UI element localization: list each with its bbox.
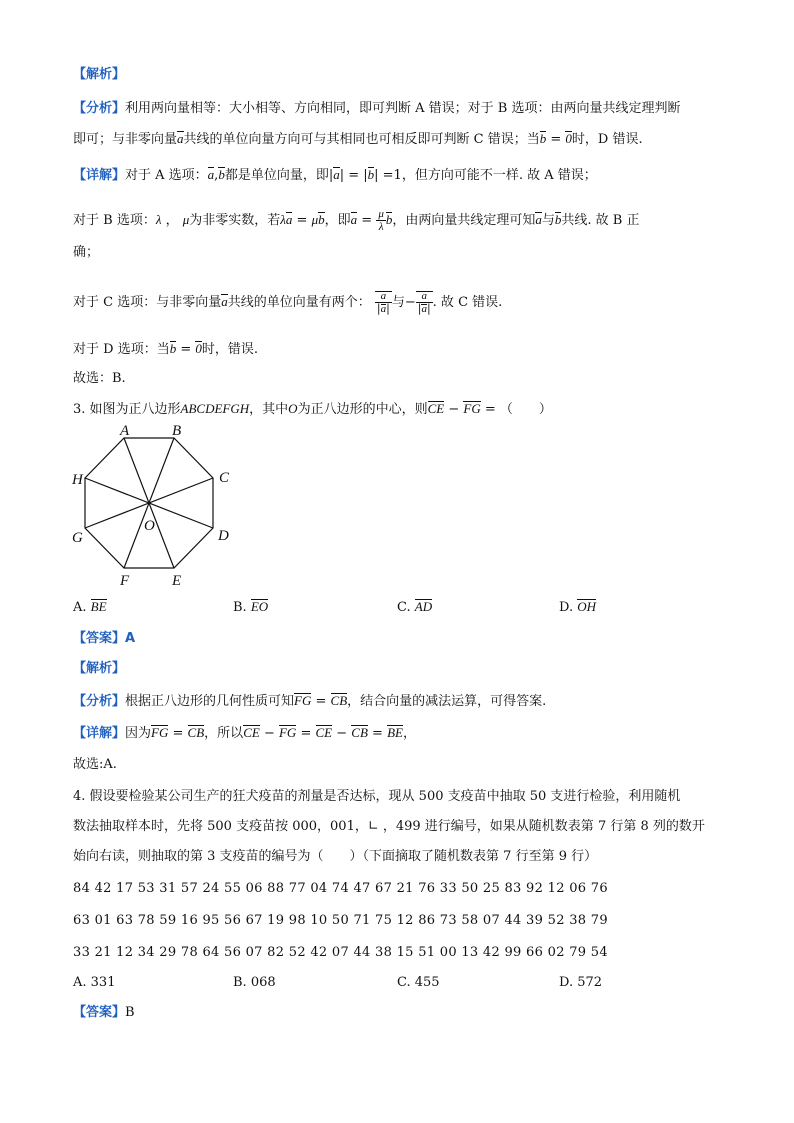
q3-option-d[interactable]: D. OH bbox=[559, 599, 597, 615]
q3-answer: 【答案】A bbox=[73, 631, 136, 646]
xiangjie-b: 对于 B 选项：λ ， μ为非零实数，若λa = μb，即a = $\frac{\mu}{\lambda}$ b，由两向量共线定理可知a与b共线. 故 B 正 bbox=[73, 208, 640, 233]
q3-jiexi: 【解析】 bbox=[73, 661, 126, 676]
q4-stem-2: 数法抽取样本时，先将 500 支疫苗按 000，001，∟ ，499 进行编号，如果从随机数表第 7 行第 8 列的数开 bbox=[73, 819, 705, 834]
q4-option-d[interactable]: D. 572 bbox=[559, 975, 603, 990]
vertex-d: D bbox=[218, 528, 229, 544]
xiangjie-c: 对于 C 选项：与非零向量a共线的单位向量有两个： $\frac{a}{|a|}$ 与− $\frac{a}{|a|}$ . 故 C 错误. bbox=[73, 290, 503, 315]
q3-option-c[interactable]: C. AD bbox=[397, 599, 433, 615]
conclusion-b: 故选：B. bbox=[73, 371, 126, 386]
vertex-e: E bbox=[172, 573, 182, 589]
q3-option-b[interactable]: B. EO bbox=[233, 599, 269, 615]
vertex-f: F bbox=[120, 573, 130, 589]
xiangjie-b-cont: 确； bbox=[73, 245, 100, 260]
vertex-o: O bbox=[144, 518, 155, 534]
jiexi-heading: 【解析】 bbox=[73, 67, 126, 82]
xiangjie-d: 对于 D 选项：当b = 0时，错误. bbox=[73, 341, 259, 357]
q3-fenxi: 【分析】根据正八边形的几何性质可知FG = CB，结合向量的减法运算，可得答案. bbox=[73, 693, 547, 709]
q4-answer: 【答案】B bbox=[73, 1005, 135, 1020]
q4-stem-3: 始向右读，则抽取的第 3 支疫苗的编号为（ ）（下面摘取了随机数表第 7 行至第 9 行） bbox=[73, 849, 598, 864]
q3-xiangjie: 【详解】因为FG = CB，所以CE − FG = CE − CB = BE， bbox=[73, 725, 416, 741]
q4-stem-1: 4. 假设要检验某公司生产的狂犬疫苗的剂量是否达标，现从 500 支疫苗中抽取 50 支进行检验，利用随机 bbox=[73, 789, 681, 804]
vertex-c: C bbox=[219, 470, 230, 486]
q4-option-b[interactable]: B. 068 bbox=[233, 975, 276, 990]
fenxi-line-1: 【分析】利用两向量相等：大小相等、方向相同，即可判断 A 错误；对于 B 选项：由两向量共线定理判断 bbox=[73, 101, 681, 116]
q3-stem: 3. 如图为正八边形ABCDEFGH，其中O为正八边形的中心，则CE − FG = （ ） bbox=[73, 401, 552, 417]
random-table-row-9: 33 21 12 34 29 78 64 56 07 82 52 42 07 44 38 15 51 00 13 42 99 66 02 79 54 bbox=[73, 945, 608, 960]
q4-option-c[interactable]: C. 455 bbox=[397, 975, 440, 990]
xiangjie-a: 【详解】对于 A 选项：a,b都是单位向量，即|a| = |b| =1，但方向可能不一样. 故 A 错误； bbox=[73, 167, 597, 183]
vertex-b: B bbox=[172, 424, 182, 439]
q3-conclusion: 故选:A. bbox=[73, 757, 117, 772]
vertex-h: H bbox=[72, 472, 83, 488]
octagon-figure bbox=[66, 424, 246, 594]
vertex-g: G bbox=[72, 530, 83, 546]
q3-option-a[interactable]: A. BE bbox=[73, 599, 107, 615]
vertex-a: A bbox=[120, 424, 130, 439]
random-table-row-7: 84 42 17 53 31 57 24 55 06 88 77 04 74 47 67 21 76 33 50 25 83 92 12 06 76 bbox=[73, 881, 608, 896]
fenxi-line-2: 即可；与非零向量a共线的单位向量方向可与其相同也可相反即可判断 C 错误；当b = 0时，D 错误. bbox=[73, 131, 643, 147]
random-table-row-8: 63 01 63 78 59 16 95 56 67 19 98 10 50 71 75 12 86 73 58 07 44 39 52 38 79 bbox=[73, 913, 608, 928]
q4-option-a[interactable]: A. 331 bbox=[73, 975, 116, 990]
